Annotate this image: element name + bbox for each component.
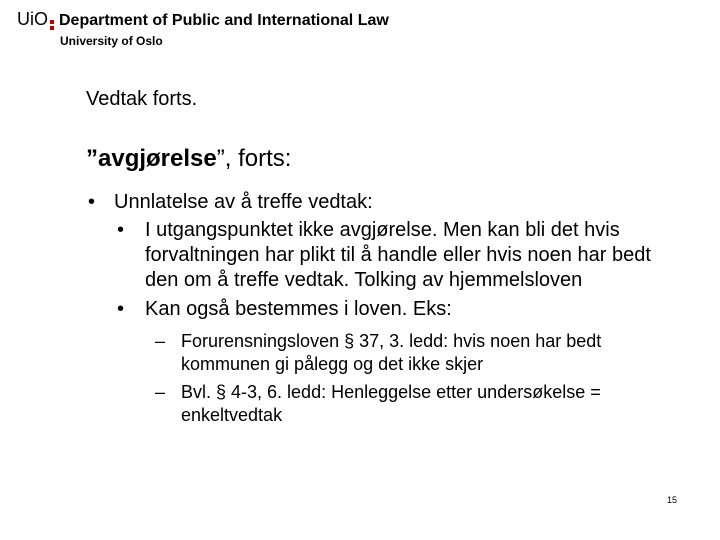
university-name: University of Oslo	[60, 34, 163, 48]
logo-line	[17, 9, 389, 33]
bullet-level3-text: Bvl. § 4-3, 6. ledd: Henleggelse etter undersøkelse = enkeltvedtak	[181, 382, 601, 425]
bullet-level2-item	[117, 218, 665, 293]
bullet-level3-item	[155, 330, 686, 376]
bullet-icon: •	[117, 219, 125, 241]
uio-logo: UiO	[17, 9, 48, 29]
dash-icon: –	[155, 331, 166, 351]
dash-icon: –	[155, 382, 166, 402]
bullet-level3-text: Forurensningsloven § 37, 3. ledd: hvis noen har bedt kommunen gi pålegg og det ikke skjer	[181, 331, 602, 374]
bullet-level2-item	[117, 297, 665, 322]
bullet-level2-text: I utgangspunktet ikke avgjørelse. Men kan bli det hvis forvaltningen har plikt til å handle eller hvis noen har bedt den om å treffe vedtak. Tolking av hjemmelsloven	[145, 219, 651, 291]
page-number: 15	[667, 495, 678, 505]
bullet-level1-item	[86, 190, 686, 215]
bullet-icon: •	[88, 191, 96, 213]
section-heading-rest: ”, forts:	[216, 145, 292, 172]
bullet-level1-text: Unnlatelse av å treffe vedtak:	[114, 191, 373, 213]
section-heading	[86, 145, 291, 173]
section-heading-bold: ”avgjørelse	[86, 145, 217, 172]
bullet-level3-item	[155, 381, 686, 427]
bullet-level2-text: Kan også bestemmes i loven. Eks:	[145, 298, 452, 320]
department-name: Department of Public and International Law	[59, 12, 389, 29]
header	[17, 9, 389, 48]
logo-colon-icon	[50, 18, 54, 32]
bullet-icon: •	[117, 298, 125, 320]
slide-content	[86, 190, 686, 432]
slide-title: Vedtak forts.	[86, 88, 198, 110]
